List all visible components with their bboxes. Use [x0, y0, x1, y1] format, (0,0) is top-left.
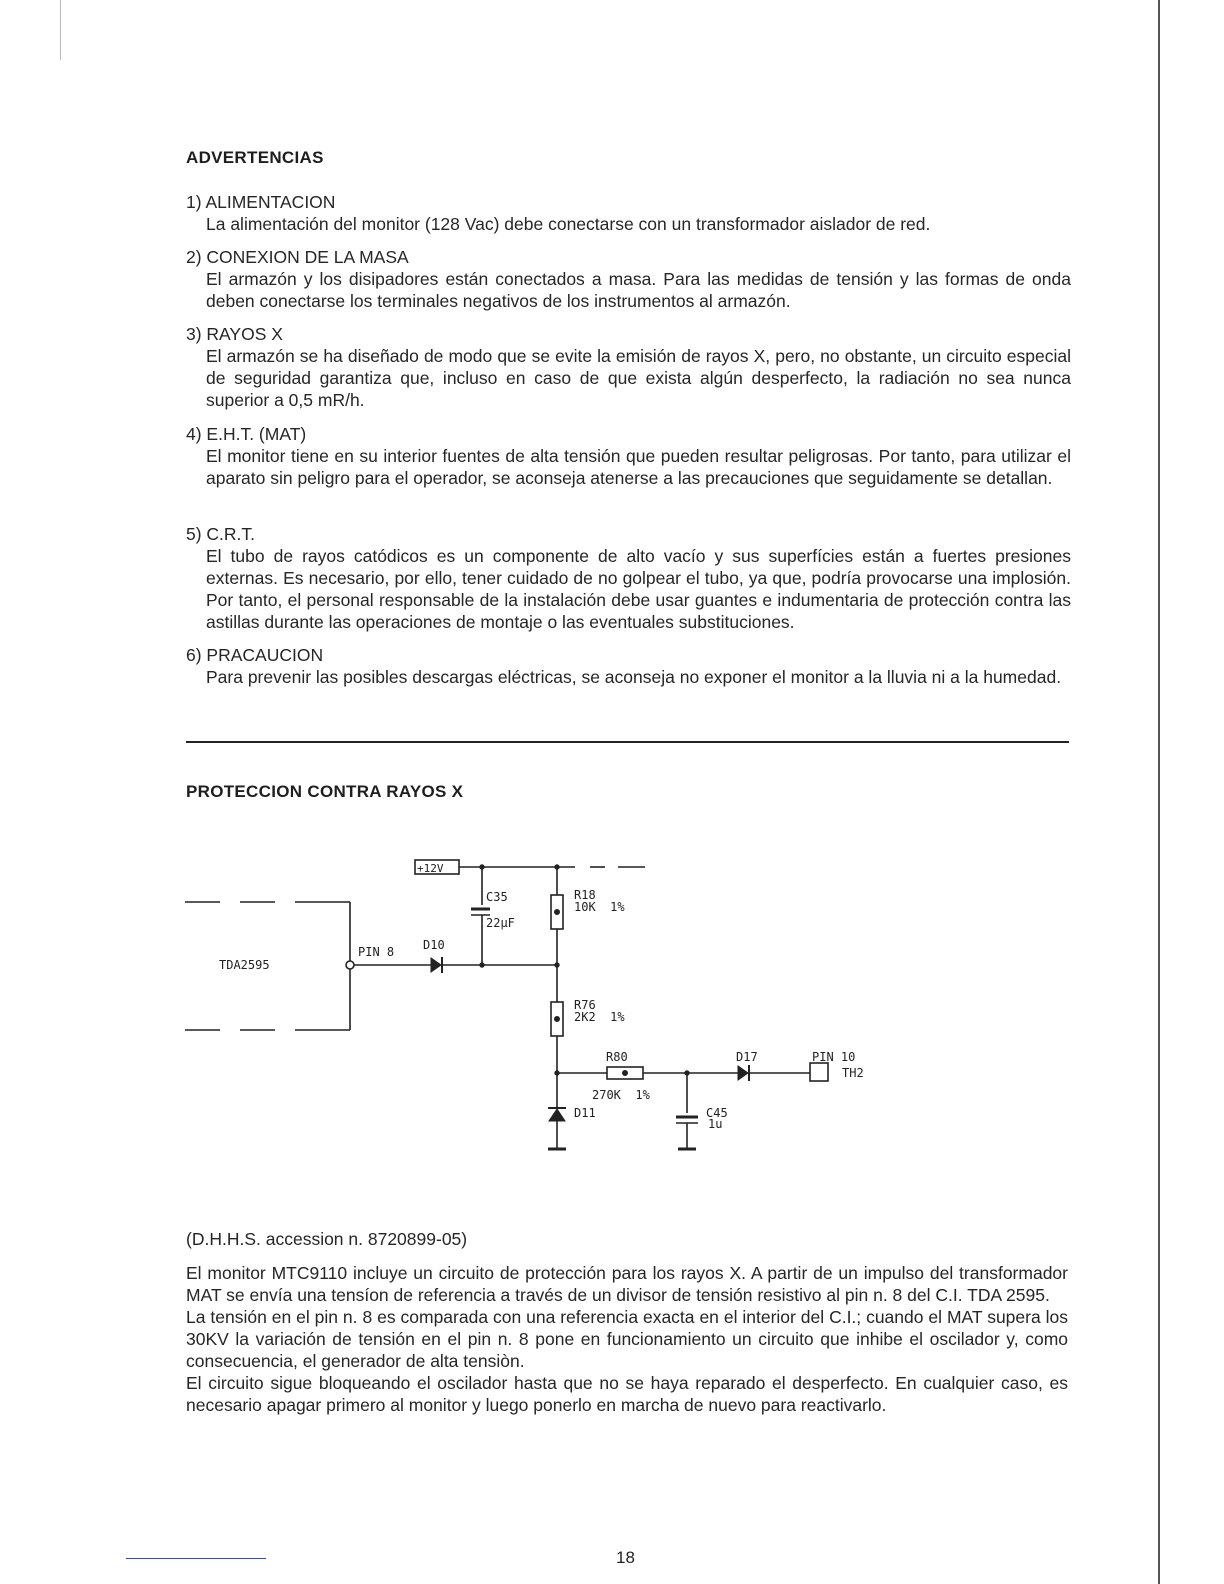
warning-body: La alimentación del monitor (128 Vac) debe conectarse con un transformador aislador de red. [206, 214, 931, 234]
description-paragraph: La tensión en el pin n. 8 es comparada con una referencia exacta en el interior del C.I.; cuando el MAT supera los 30KV la variación de tensión en el pin n. 8 pone en funcionamiento un circuito que inhibe el oscilador y, como consecuencia, el generador de alta tensiòn. [186, 1307, 1068, 1371]
warning-body: El monitor tiene en su interior fuentes de alta tensión que pueden resultar peligrosas. Por tanto, para utilizar el aparato sin peligro para el operador, se aconseja atenerse a las precauciones que seguidamente se detallan. [206, 446, 1071, 488]
protection-heading: PROTECCION CONTRA RAYOS X [186, 782, 464, 801]
r18-value: 10K 1% [574, 900, 625, 914]
warning-body: El armazón se ha diseñado de modo que se evite la emisión de rayos X, pero, no obstante, un circuito especial de seguridad garantiza que, incluso en caso de que exista algún desperfecto, la radiación no sea nunca superior a 0,5 mR/h. [206, 346, 1071, 410]
accession-note: (D.H.H.S. accession n. 8720899-05) [186, 1229, 468, 1249]
resistor-mark [555, 910, 560, 915]
th2-pin-box [810, 1063, 828, 1081]
warning-title: 3) RAYOS X [186, 324, 283, 344]
warning-item [186, 523, 1071, 633]
c45-value: 1u [708, 1117, 723, 1131]
resistor-mark [623, 1071, 628, 1076]
junction-dot [685, 1071, 689, 1075]
diode-d17-icon [738, 1066, 748, 1080]
diode-d11-icon [549, 1109, 565, 1121]
junction-dot [480, 963, 484, 967]
warning-title: 4) E.H.T. (MAT) [186, 424, 307, 444]
warning-item [186, 191, 1071, 235]
description-paragraph: El monitor MTC9110 incluye un circuito de protección para los rayos X. A partir de un impulso del transformador MAT se envía una tensíon de referencia a través de un divisor de tensión resistivo al pin n. 8 del C.I. TDA 2595. [186, 1263, 1068, 1305]
pin8-label: PIN 8 [358, 945, 395, 959]
description-paragraph: El circuito sigue bloqueando el oscilador hasta que no se haya reparado el desperfecto. En cualquier caso, es necesario apagar primero al monitor y luego ponerlo en marcha de nuevo para reactivarlo. [186, 1373, 1068, 1415]
c35-value: 22µF [486, 916, 515, 930]
warning-item [186, 423, 1071, 489]
diode-d10-icon [431, 958, 441, 972]
r76-label: R76 [574, 998, 596, 1012]
r18-label: R18 [574, 888, 596, 902]
warning-title: 6) PRACAUCION [186, 645, 324, 665]
r80-value: 270K 1% [592, 1088, 650, 1102]
warning-item [186, 323, 1071, 411]
th2-label: TH2 [842, 1066, 864, 1080]
page-edge-mark [60, 0, 61, 60]
warnings-heading: ADVERTENCIAS [186, 148, 324, 167]
footer-line [126, 1558, 266, 1559]
resistor-mark [555, 1017, 560, 1022]
c35-label: C35 [486, 890, 508, 904]
pin10-label: PIN 10 [812, 1050, 856, 1064]
c45-label: C45 [706, 1106, 728, 1120]
warning-title: 5) C.R.T. [186, 524, 256, 544]
junction-dot [555, 963, 559, 967]
supply-label: +12V [417, 862, 444, 875]
warning-body: El armazón y los disipadores están conectados a masa. Para las medidas de tensión y las formas de onda deben conectarse los terminales negativos de los instrumentos al armazón. [206, 269, 1071, 311]
warning-body: Para prevenir las posibles descargas eléctricas, se aconseja no exponer el monitor a la lluvia ni a la humedad. [206, 667, 1062, 687]
warning-title: 1) ALIMENTACION [186, 192, 336, 212]
page-number: 18 [616, 1548, 635, 1567]
warning-item [186, 246, 1071, 312]
junction-dot [555, 865, 559, 869]
d11-label: D11 [574, 1106, 596, 1120]
junction-dot [555, 1071, 559, 1075]
xray-protection-schematic [170, 845, 910, 1165]
d10-label: D10 [423, 938, 445, 952]
r80-label: R80 [606, 1050, 628, 1064]
protection-description [186, 1262, 1068, 1416]
ic-label: TDA2595 [219, 958, 270, 972]
page-edge-shadow [1158, 0, 1160, 1584]
warning-body: El tubo de rayos catódicos es un componente de alto vacío y sus superfícies están a fuertes presiones externas. Es necesario, por ello, tener cuidado de no golpear el tubo, ya que, podría provocarse una implosión. Por tanto, el personal responsable de la instalación debe usar guantes e indumentaria de protección contra las astillas durante las operaciones de montaje o las eventuales substituciones. [206, 546, 1071, 632]
r76-value: 2K2 1% [574, 1010, 625, 1024]
warning-item [186, 644, 1071, 688]
warning-title: 2) CONEXION DE LA MASA [186, 247, 409, 267]
section-divider [186, 741, 1069, 743]
junction-dot [480, 865, 484, 869]
d17-label: D17 [736, 1050, 758, 1064]
